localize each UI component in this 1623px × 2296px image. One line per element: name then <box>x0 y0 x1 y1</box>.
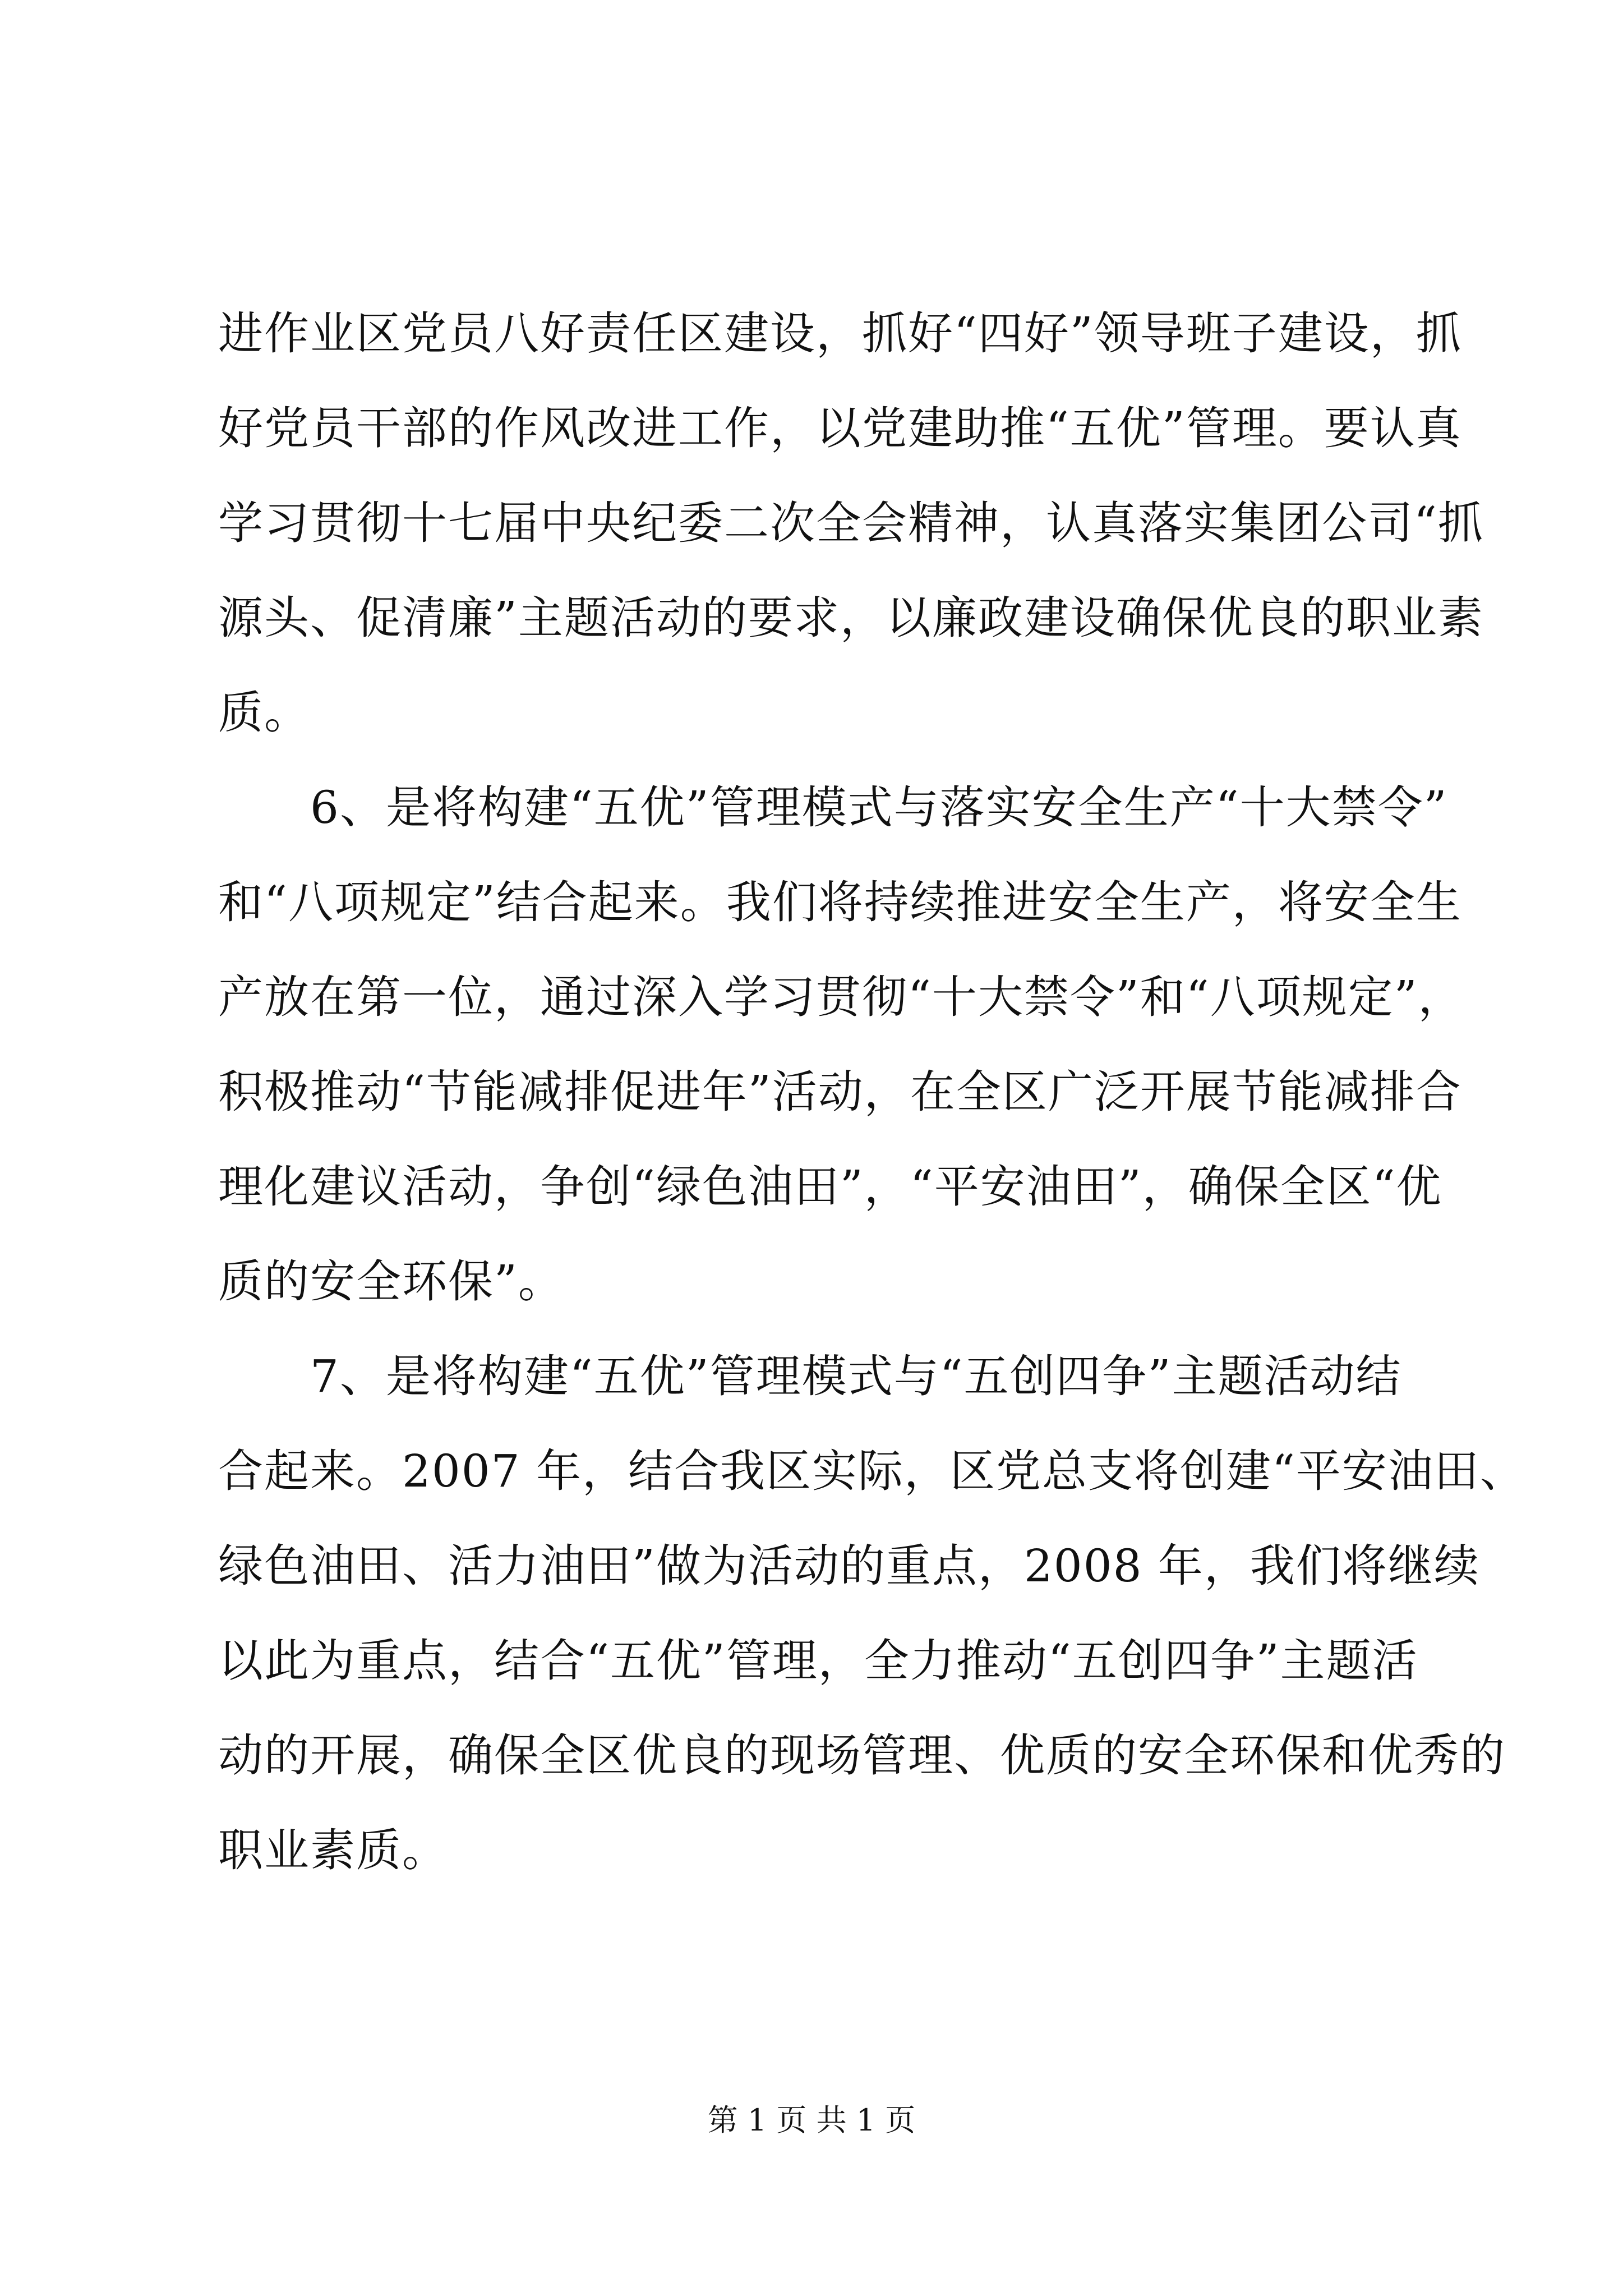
page-footer <box>0 2101 1623 2140</box>
text-line: 理化建议活动，争创“绿色油田”，“平安油田”，确保全区“优 <box>218 1161 1442 1213</box>
text-line: 职业素质。 <box>218 1824 448 1876</box>
text-line: 绿色油田、活力油田”做为活动的重点，2008 年，我们将继续 <box>218 1540 1480 1592</box>
text-line: 以此为重点，结合“五优”管理，全力推动“五创四争”主题活 <box>218 1635 1418 1687</box>
text-line: 和“八项规定”结合起来。我们将持续推进安全生产，将安全生 <box>218 876 1462 928</box>
text-line: 进作业区党员八好责任区建设，抓好“四好”领导班子建设，抓 <box>218 307 1462 360</box>
text-line: 6、是将构建“五优”管理模式与落实安全生产“十大禁令” <box>218 781 1448 834</box>
document-body <box>218 286 1526 1898</box>
text-line: 产放在第一位，通过深入学习贯彻“十大禁令”和“八项规定”， <box>218 971 1464 1023</box>
text-line: 好党员干部的作风改进工作，以党建助推“五优”管理。要认真 <box>218 402 1462 454</box>
text-line: 学习贯彻十七届中央纪委二次全会精神，认真落实集团公司“抓 <box>218 497 1484 549</box>
page-number: 第 1 页 共 1 页 <box>707 2102 916 2138</box>
text-line: 质。 <box>218 687 310 739</box>
text-line: 动的开展，确保全区优良的现场管理、优质的安全环保和优秀的 <box>218 1729 1506 1782</box>
text-line: 7、是将构建“五优”管理模式与“五创四争”主题活动结 <box>218 1350 1402 1402</box>
text-line: 质的安全环保”。 <box>218 1255 564 1308</box>
text-line: 合起来。2007 年，结合我区实际，区党总支将创建“平安油田、 <box>218 1445 1526 1497</box>
text-line: 积极推动“节能减排促进年”活动，在全区广泛开展节能减排合 <box>218 1066 1462 1118</box>
text-line: 源头、促清廉”主题活动的要求，以廉政建设确保优良的职业素 <box>218 592 1484 644</box>
